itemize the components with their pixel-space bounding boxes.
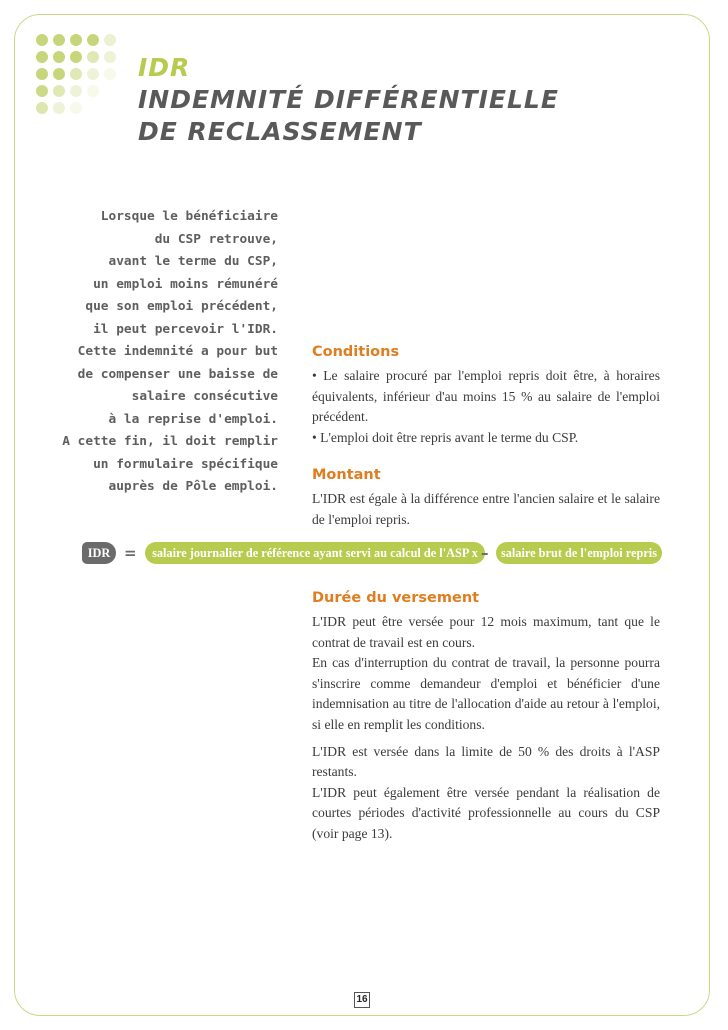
page-title: [138, 52, 559, 148]
formula-idr-label: IDR: [82, 542, 116, 564]
montant-section: [312, 467, 660, 530]
duree-section: [312, 590, 660, 845]
decorative-dot: [70, 51, 82, 63]
formula-new-salary: salaire brut de l'emploi repris: [496, 542, 662, 564]
decorative-dot: [53, 85, 65, 97]
decorative-dot: [36, 85, 48, 97]
decorative-dot: [36, 68, 48, 80]
formula-equals-sign: =: [124, 544, 137, 562]
conditions-item-1: • Le salaire procuré par l'emploi repris doit être, à horaires équivalents, inférieur d'au moins 15 % au salaire de l'emploi précédent.: [312, 368, 660, 425]
decorative-dot: [70, 85, 82, 97]
duree-paragraph-2: En cas d'interruption du contrat de travail, la personne pourra s'inscrire comme demandeur d'emploi et bénéficier d'une indemnisation au titre de l'allocation d'aide au retour à l'emploi, si elle en remplit les conditions.: [312, 655, 660, 732]
decorative-dot: [36, 51, 48, 63]
decorative-dot: [53, 102, 65, 114]
page-number: 16: [354, 992, 370, 1008]
decorative-dot: [70, 102, 82, 114]
intro-text: Lorsque le bénéficiaire du CSP retrouve, avant le terme du CSP, un emploi moins rémunéré que son emploi précédent, il peut percevoir l'IDR. Cette indemnité a pour but de compenser une baisse de salaire consécutive à la reprise d'emploi. A cette fin, il doit remplir un formulaire spécifique auprès de Pôle emploi.: [62, 209, 278, 494]
decorative-dot: [53, 68, 65, 80]
decorative-dot: [53, 34, 65, 46]
decorative-dot: [87, 68, 99, 80]
decorative-dot: [36, 102, 48, 114]
conditions-item-2: • L'emploi doit être repris avant le terme du CSP.: [312, 429, 579, 445]
decorative-dot: [70, 34, 82, 46]
title-line-1: INDEMNITÉ DIFFÉRENTIELLE: [138, 85, 559, 114]
duree-paragraph-3: L'IDR est versée dans la limite de 50 % des droits à l'ASP restants.: [312, 743, 660, 780]
montant-heading: Montant: [312, 467, 381, 483]
conditions-section: [312, 344, 660, 448]
title-line-2: DE RECLASSEMENT: [138, 117, 422, 146]
montant-text: L'IDR est égale à la différence entre l'ancien salaire et le salaire de l'emploi repris.: [312, 491, 660, 527]
idr-formula: [82, 542, 662, 582]
formula-reference-salary: salaire journalier de référence ayant servi au calcul de l'ASP x 30: [145, 542, 485, 564]
duree-heading: Durée du versement: [312, 590, 480, 606]
decorative-dot: [87, 51, 99, 63]
decorative-dot: [87, 85, 99, 97]
title-acronym: IDR: [138, 53, 191, 82]
decorative-dot: [70, 68, 82, 80]
duree-paragraph-1: L'IDR peut être versée pour 12 mois maximum, tant que le contrat de travail est en cours.: [312, 614, 660, 650]
decorative-dot: [104, 68, 116, 80]
decorative-dot: [87, 34, 99, 46]
conditions-heading: Conditions: [312, 344, 400, 360]
decorative-dot: [36, 34, 48, 46]
decorative-dot: [53, 51, 65, 63]
decorative-dot: [104, 51, 116, 63]
decorative-dot: [104, 34, 116, 46]
formula-minus-sign: –: [481, 544, 489, 562]
duree-paragraph-4: L'IDR peut également être versée pendant la réalisation de courtes périodes d'activité professionnelle au cours du CSP (voir page 13).: [312, 784, 660, 841]
